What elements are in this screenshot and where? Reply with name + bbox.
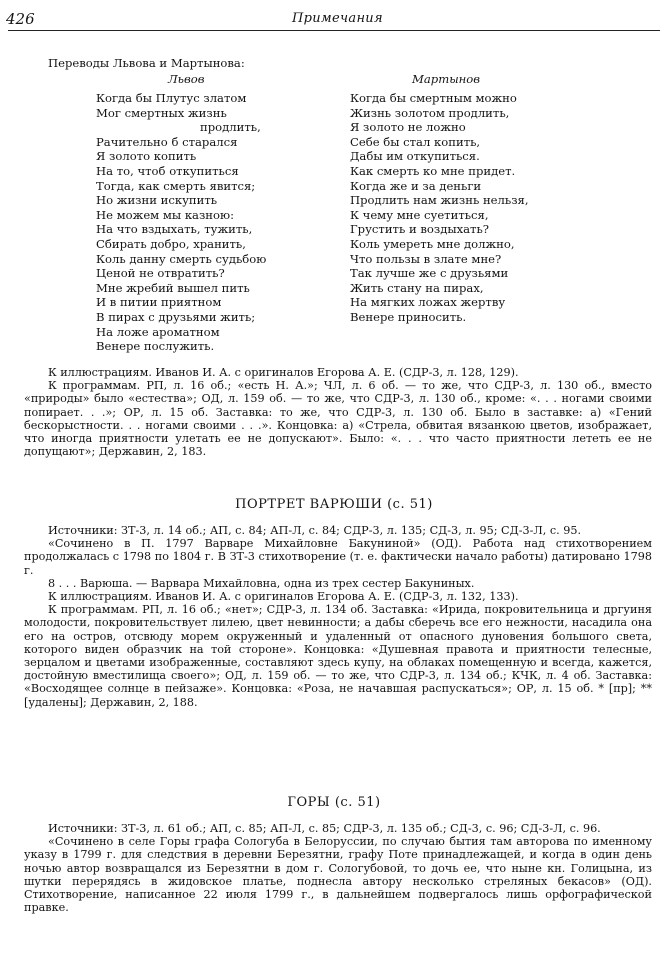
section-gory-body — [24, 822, 652, 914]
verse-line: Рачительно б старался — [96, 134, 238, 149]
verse-line: На ложе ароматном — [96, 324, 220, 339]
translations-intro: Переводы Львова и Мартынова: — [48, 56, 245, 70]
verse-line: В пирах с друзьями жить; — [96, 310, 256, 324]
verse-line: Себе бы стал копить, — [350, 134, 481, 149]
verse-line: Продлить нам жизнь нельзя, — [350, 193, 529, 208]
verse-line: Дабы им откупиться. — [350, 149, 480, 164]
verse-line: Коль умереть мне должно, — [350, 237, 515, 251]
verse-line: Венере приносить. — [350, 310, 467, 324]
verse-line: Я золото копить — [96, 149, 197, 164]
sources-varyusha: Источники: ЗТ-3, л. 14 об.; АП, с. 84; АП-Л, с. 84; СДР-3, л. 135; СД-3, л. 95; СД-3-Л, с. 95. — [48, 524, 582, 537]
illustrations-note-1: К иллюстрациям. Иванов И. А. с оригиналов Егорова А. Е. (СДР-3, л. 128, 129). — [48, 366, 519, 379]
verse-line: К чему мне суетиться, — [350, 207, 489, 222]
verse-line: Жизнь золотом продлить, — [350, 105, 510, 120]
illustrations-note-varyusha: К иллюстрациям. Иванов И. А. с оригиналов Егорова А. Е. (СДР-3, л. 132, 133). — [48, 590, 519, 604]
verse-line: На что вздыхать, тужить, — [96, 222, 253, 237]
programs-note-1: К программам. РП, л. 16 об.; «есть Н. А.»; ЧЛ, л. 6 об. — то же, что СДР-3, л. 130 об., вместо «природы» было «естества»; ОД, л. 159 об. — то же, что СДР-3, л. 130 об., кроме: «. . . ногами своими попирает. . .»; ОР, л. 15 об. Заставка: то же, что СДР-3, л. 130 об. Было в заставке: а) «Гений бескорыстности. . . ногами своими . . .». Концовка: а) «Стрела, обвитая вязанкою цветов, изображает, что иногда приятности улетать ее не допускают». Было: «. . . что часто приятности лететь ее не допущают»; Державин, 2, 183. — [24, 379, 652, 459]
verse-line: На то, чтоб откупиться — [96, 164, 239, 178]
section-varyusha-body — [24, 524, 652, 709]
verse-line: Ценой не отвратить? — [96, 266, 225, 281]
header-rule — [8, 30, 660, 31]
page-number: 426 — [6, 10, 35, 28]
verse-line: Что пользы в злате мне? — [350, 251, 502, 266]
sources-gory: Источники: ЗТ-3, л. 61 об.; АП, с. 85; АП-Л, с. 85; СДР-3, л. 135 об.; СД-3, с. 96; СД-3-Л, с. 96. — [48, 822, 601, 835]
section-title-varyusha: ПОРТРЕТ ВАРЮШИ (с. 51) — [235, 497, 433, 512]
verse-line: Мог смертных жизнь — [96, 105, 227, 120]
composition-note-varyusha: «Сочинено в П. 1797 Варваре Михайловне Бакуниной» (ОД). Работа над стихотворением продолжалась с 1798 по 1804 г. В ЗТ-3 стихотворение (т. е. фактически начало работы) датировано 1798 г. — [24, 537, 652, 577]
verse-line: Как смерть ко мне придет. — [350, 164, 516, 178]
verse-line: Когда же и за деньги — [350, 178, 482, 193]
notes-first — [24, 366, 652, 458]
verse-line: И в питии приятном — [96, 295, 222, 310]
verse-line: Так лучше же с друзьями — [350, 266, 509, 281]
verse-line: Когда бы Плутус златом — [96, 91, 247, 105]
verse-line: Жить стану на пирах, — [350, 280, 484, 295]
verse-line: Грустить и воздыхать? — [350, 222, 489, 237]
verse-line: Венере послужить. — [96, 339, 215, 354]
verse-line: Я золото не ложно — [350, 120, 466, 135]
verse-line: На мягких ложах жертву — [350, 295, 506, 310]
lvov-heading: Львов — [168, 72, 205, 86]
verse-line: продлить, — [200, 120, 261, 135]
verse-line: Тогда, как смерть явится; — [96, 178, 256, 193]
running-title: Примечания — [292, 11, 383, 26]
martynov-heading: Мартынов — [412, 72, 481, 86]
verse-line: Коль данну смерть судьбою — [96, 251, 267, 266]
composition-note-gory: «Сочинено в селе Горы графа Сологуба в Белоруссии, по случаю бытия там авторова по именному указу в 1799 г. для следствия в деревни Березятни, графу Поте принадлежащей, и когда в один день ночью автор возвращался из Березятни в дом г. Сологубовой, то дочь ее, что ныне кн. Голицына, из шутки перерядясь в жидовское платье, поднесла автору несколько стреляных бекасов» (ОД). Стихотворение, написанное 22 июля 1799 г., в дальнейшем подвергалось лишь орфографической правке. — [24, 835, 652, 915]
section-title-gory: ГОРЫ (с. 51) — [287, 795, 381, 810]
verse-line: Когда бы смертным можно — [350, 91, 517, 105]
verse-line: Но жизни искупить — [96, 193, 218, 208]
verse-line: Сбирать добро, хранить, — [96, 237, 246, 251]
verse-line: Мне жребий вышел пить — [96, 280, 250, 295]
line-note-varyusha: 8 . . . Варюша. — Варвара Михайловна, одна из трех сестер Бакуниных. — [48, 576, 475, 590]
programs-note-varyusha: К программам. РП, л. 16 об.; «нет»; СДР-3, л. 134 об. Заставка: «Ирида, покровительница и дргуиня молодости, покровительствует лилею, цвет невинности; а дабы сберечь все его нежности, насадила она его на остров, отсвюду морем окруженный и удаленный от опасного дуновения большого света, которого виден образчик на той стороне». Концовка: «Душевная правота и приятности телесные, зерцалом и цветами изображенные, составляют здесь купу, на облаках помещенную и всегда, кажется, достойную вместилища своего»; ОД, л. 159 об. — то же, что СДР-3, л. 134 об.; КЧК, л. 4 об. Заставка: «Восходящее солнце в пейзаже». Концовка: «Роза, не начавшая распускаться»; ОР, л. 15 об. * [пр]; ** [удалены]; Державин, 2, 188. — [24, 603, 652, 709]
verse-line: Не можем мы казною: — [96, 207, 235, 222]
